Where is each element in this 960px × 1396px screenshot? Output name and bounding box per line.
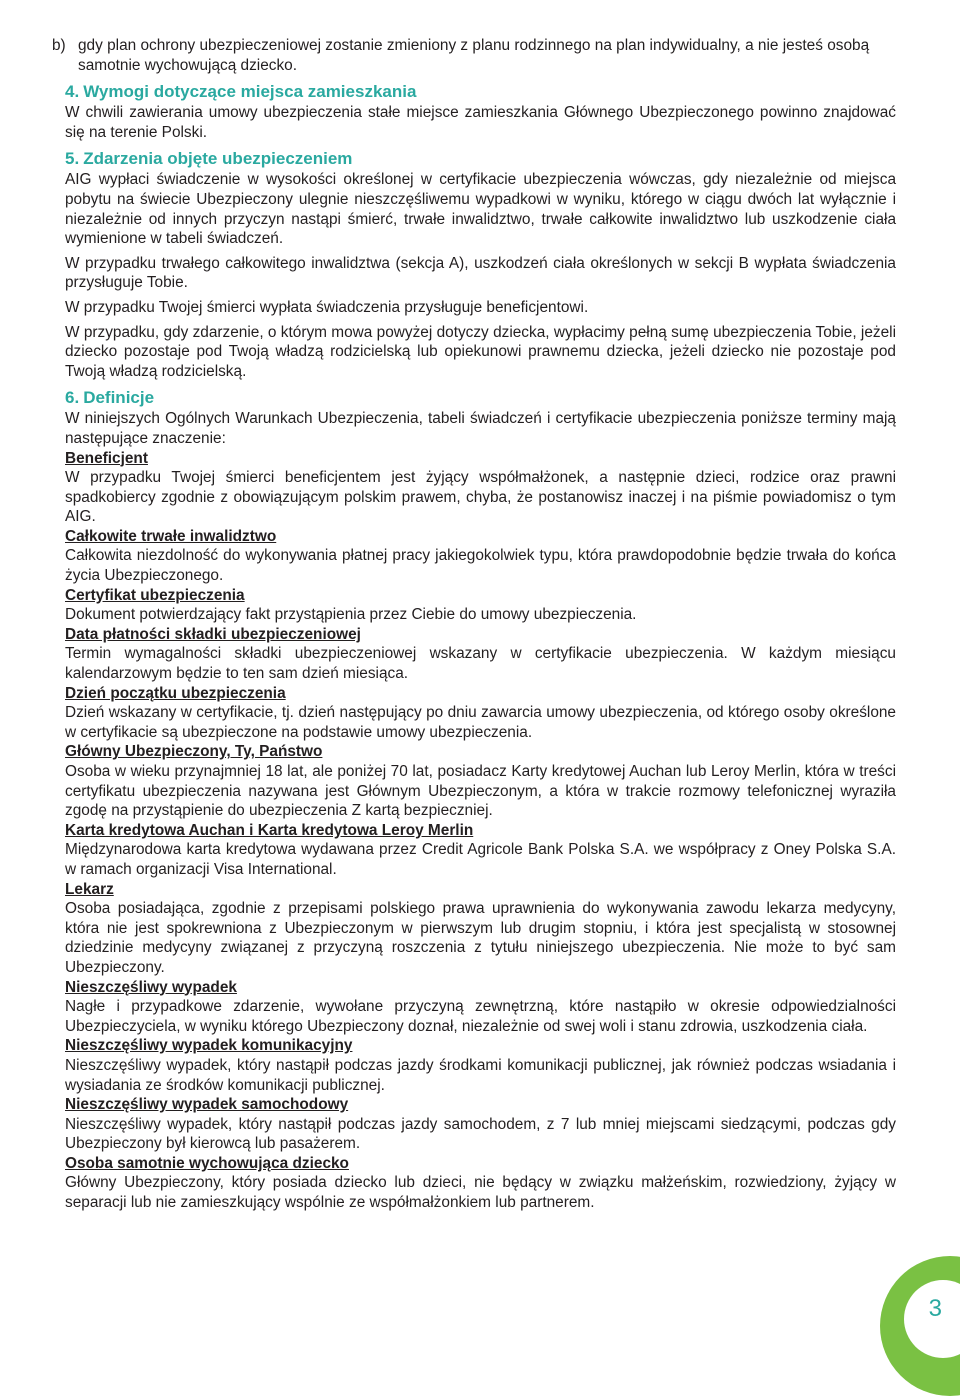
section-5-paragraph-2: W przypadku trwałego całkowitego inwalidztwa (sekcja A), uszkodzeń ciała określonych w sekcji B wypłata świadczenia przysługuje Tobie. — [65, 254, 896, 292]
section-4-number: 4. — [65, 82, 80, 102]
definition-text: Dokument potwierdzający fakt przystąpienia przez Ciebie do umowy ubezpieczenia. — [65, 606, 637, 624]
section-5-paragraph-3: W przypadku Twojej śmierci wypłata świadczenia przysługuje beneficjentowi. — [65, 298, 589, 316]
definition-term: Lekarz — [65, 880, 114, 898]
section-6-title: Definicje — [83, 388, 155, 408]
definition-text: Główny Ubezpieczony, który posiada dziecko lub dzieci, nie będący w związku małżeńskim, rozwiedziony, żyjący w separacji lub nie zamieszkujący wspólnie ze współmałżonkiem lub partnerem. — [65, 1174, 896, 1212]
section-5-title: Zdarzenia objęte ubezpieczeniem — [83, 149, 353, 169]
definition-term: Karta kredytowa Auchan i Karta kredytowa Leroy Merlin — [65, 821, 474, 839]
definition-text: W przypadku Twojej śmierci beneficjentem jest żyjący współmałżonek, a następnie dzieci, rodzice oraz prawni spadkobiercy zgodnie z obowiązującym polskim prawem, chyba, że postanowisz inaczej i na piśmie powiadomisz o tym AIG. — [65, 469, 896, 526]
definition-term: Całkowite trwałe inwalidztwo — [65, 527, 277, 545]
list-item-b — [27, 36, 896, 75]
section-4-title: Wymogi dotyczące miejsca zamieszkania — [83, 82, 417, 102]
definition-text: Dzień wskazany w certyfikacie, tj. dzień następujący po dniu zawarcia umowy ubezpieczenia, od którego osoby określone w certyfikacie są ubezpieczone na podstawie umowy ubezpieczenia. — [65, 704, 896, 741]
definition-text: Całkowita niezdolność do wykonywania płatnej pracy jakiegokolwiek typu, która prawdopodobnie będzie trwała do końca życia Ubezpieczonego. — [65, 547, 896, 585]
definition-term: Nieszczęśliwy wypadek — [65, 978, 237, 996]
list-item-text: gdy plan ochrony ubezpieczeniowej zostanie zmieniony z planu rodzinnego na plan indywidualny, a nie jesteś osobą samotnie wychowującą dziecko. — [78, 37, 870, 74]
section-4-paragraph: W chwili zawierania umowy ubezpieczenia stałe miejsce zamieszkania Głównego Ubezpieczonego powinno znajdować się na terenie Polski. — [65, 104, 896, 141]
section-5-paragraph-4: W przypadku, gdy zdarzenie, o którym mowa powyżej dotyczy dziecka, wypłacimy pełną sumę ubezpieczenia Tobie, jeżeli dziecko pozostaje pod Twoją władzą rodzicielską lub opiekunowi prawnemu dziecka, jeżeli dziecko nie pozostaje pod Twoją władzą rodzicielską. — [65, 323, 896, 380]
definition-text: Nagłe i przypadkowe zdarzenie, wywołane przyczyną zewnętrzną, które nastąpiło w okresie odpowiedzialności Ubezpieczyciela, w wyniku którego Ubezpieczony doznał, niezależnie od swej woli i stanu zdrowia, uszkodzenia ciała. — [65, 998, 896, 1035]
definition-text: Termin wymagalności składki ubezpieczeniowej wskazany w certyfikacie ubezpieczenia. W każdym miesiącu kalendarzowym będzie to ten sam dzień miesiąca. — [65, 645, 896, 683]
section-5-paragraph-1: AIG wypłaci świadczenie w wysokości określonej w certyfikacie ubezpieczenia wówczas, gdy niezależnie od miejsca pobytu na świecie Ubezpieczony ulegnie nieszczęśliwemu wypadkowi w wyniku, którego w ciągu dwóch lat wyłącznie i niezależnie od innych przyczyn nastąpi śmierć, trwałe inwalidztwo, trwałe całkowite inwalidztwo lub uszkodzenie ciała wymienione w tabeli świadczeń. — [65, 171, 896, 248]
section-4-heading — [65, 81, 896, 103]
definition-term: Beneficjent — [65, 449, 148, 467]
section-6-heading — [65, 387, 896, 409]
definition-term: Dzień początku ubezpieczenia — [65, 684, 286, 702]
definition-text: Nieszczęśliwy wypadek, który nastąpił podczas jazdy samochodem, z 7 lub mniej miejscami siedzącymi, podczas gdy Ubezpieczony był kierowcą lub pasażerem. — [65, 1115, 896, 1153]
definition-term: Certyfikat ubezpieczenia — [65, 586, 245, 604]
definition-term: Data płatności składki ubezpieczeniowej — [65, 625, 361, 643]
list-item-label: b) — [52, 37, 66, 54]
section-6-intro: W niniejszych Ogólnych Warunkach Ubezpieczenia, tabeli świadczeń i certyfikacie ubezpieczenia poniższe terminy mają następujące znaczenie: — [65, 410, 896, 447]
definition-term: Nieszczęśliwy wypadek samochodowy — [65, 1096, 349, 1114]
document-body — [52, 36, 896, 1213]
page-number: 3 — [928, 1295, 942, 1322]
definition-text: Nieszczęśliwy wypadek, który nastąpił podczas jazdy środkami komunikacji publicznej, jak również podczas wsiadania i wysiadania ze środków komunikacji publicznej. — [65, 1056, 896, 1094]
definition-term: Nieszczęśliwy wypadek komunikacyjny — [65, 1037, 353, 1055]
definition-text: Osoba posiadająca, zgodnie z przepisami polskiego prawa uprawnienia do wykonywania zawodu lekarza medycyny, która nie jest spokrewniona z Ubezpieczonym w pierwszym lub drugim stopniu, i która jest specjalistą w stosownej dziedzinie medycyny związanej z przyczyną roszczenia z tytułu niniejszego ubezpieczenia. Nie może to być sam Ubezpieczony. — [65, 900, 896, 976]
section-5-number: 5. — [65, 149, 80, 169]
definition-term: Osoba samotnie wychowująca dziecko — [65, 1154, 349, 1172]
section-6-number: 6. — [65, 388, 80, 408]
definition-text: Osoba w wieku przynajmniej 18 lat, ale poniżej 70 lat, posiadacz Karty kredytowej Auchan lub Leroy Merlin, która w treści certyfikatu ubezpieczenia nazywana jest Głównym Ubezpieczonym, a która w trakcie rozmowy telefonicznej wyraziła zgodę na przystąpienie do ubezpieczenia Z kartą bezpieczniej. — [65, 763, 896, 820]
definition-term: Główny Ubezpieczony, Ty, Państwo — [65, 743, 323, 761]
section-5-heading — [65, 148, 896, 170]
definition-text: Międzynarodowa karta kredytowa wydawana przez Credit Agricole Bank Polska S.A. we współpracy z Oney Polska S.A. w ramach organizacji Visa International. — [65, 841, 896, 878]
